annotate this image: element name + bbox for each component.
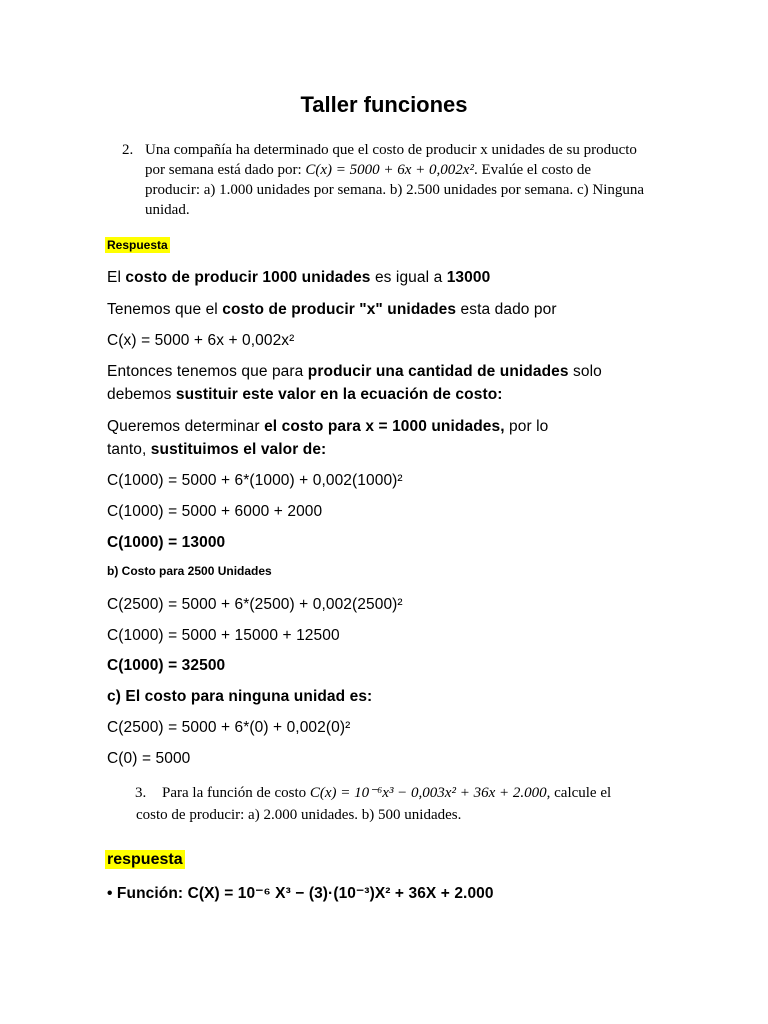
problem-line: unidad. (145, 202, 190, 218)
cost-formula: C(x) = 5000 + 6x + 0,002x² (305, 162, 474, 178)
subheading: b) Costo para 2500 Unidades (107, 564, 272, 578)
problem-line: costo de producir: a) 2.000 unidades. b) 500 unidades. (136, 807, 462, 823)
result-line: C(1000) = 13000 (107, 534, 226, 551)
equation-line: C(1000) = 5000 + 6*(1000) + 0,002(1000)² (107, 472, 403, 489)
respuesta-highlight: Respuesta (107, 238, 168, 252)
result-line: C(1000) = 32500 (107, 657, 226, 674)
respuesta-highlight: respuesta (107, 851, 183, 868)
subheading: c) El costo para ninguna unidad es: (107, 688, 373, 705)
equation-line: C(0) = 5000 (107, 750, 191, 767)
problem-line: Una compañía ha determinado que el costo de producir x unidades de su producto (145, 142, 637, 158)
answer-line: C(x) = 5000 + 6x + 0,002x² (107, 332, 295, 349)
cost-formula: C(x) = 10⁻⁶x³ − 0,003x² + 36x + 2.000 (309, 785, 547, 801)
function-bullet: • Función: C(X) = 10⁻⁶ X³ − (3)·(10⁻³)X² + 36X + 2.000 (107, 885, 494, 902)
answer-line: El costo de producir 1000 unidades es igual a 13000 (107, 269, 491, 286)
equation-line: C(1000) = 5000 + 15000 + 12500 (107, 627, 340, 644)
equation-line: C(2500) = 5000 + 6*(0) + 0,002(0)² (107, 719, 351, 736)
answer-line: Entonces tenemos que para producir una cantidad de unidades solo (107, 363, 602, 380)
equation-line: C(2500) = 5000 + 6*(2500) + 0,002(2500)² (107, 596, 403, 613)
answer-line: debemos sustituir este valor en la ecuación de costo: (107, 386, 503, 403)
problem-number: 2. (122, 142, 134, 158)
problem-number: 3. (135, 785, 147, 801)
answer-line: tanto, sustituimos el valor de: (107, 441, 327, 458)
answer-line: Queremos determinar el costo para x = 1000 unidades, por lo (107, 418, 549, 435)
problem-line: producir: a) 1.000 unidades por semana. b) 2.500 unidades por semana. c) Ninguna (145, 182, 645, 198)
problem-line: Para la función de costo C(x) = 10⁻⁶x³ − 0,003x² + 36x + 2.000, calcule el (162, 785, 612, 801)
problem-line: por semana está dado por: C(x) = 5000 + 6x + 0,002x². Evalúe el costo de (145, 162, 592, 178)
equation-line: C(1000) = 5000 + 6000 + 2000 (107, 503, 323, 520)
answer-line: Tenemos que el costo de producir "x" unidades esta dado por (107, 301, 557, 318)
page-title: Taller funciones (300, 92, 468, 117)
